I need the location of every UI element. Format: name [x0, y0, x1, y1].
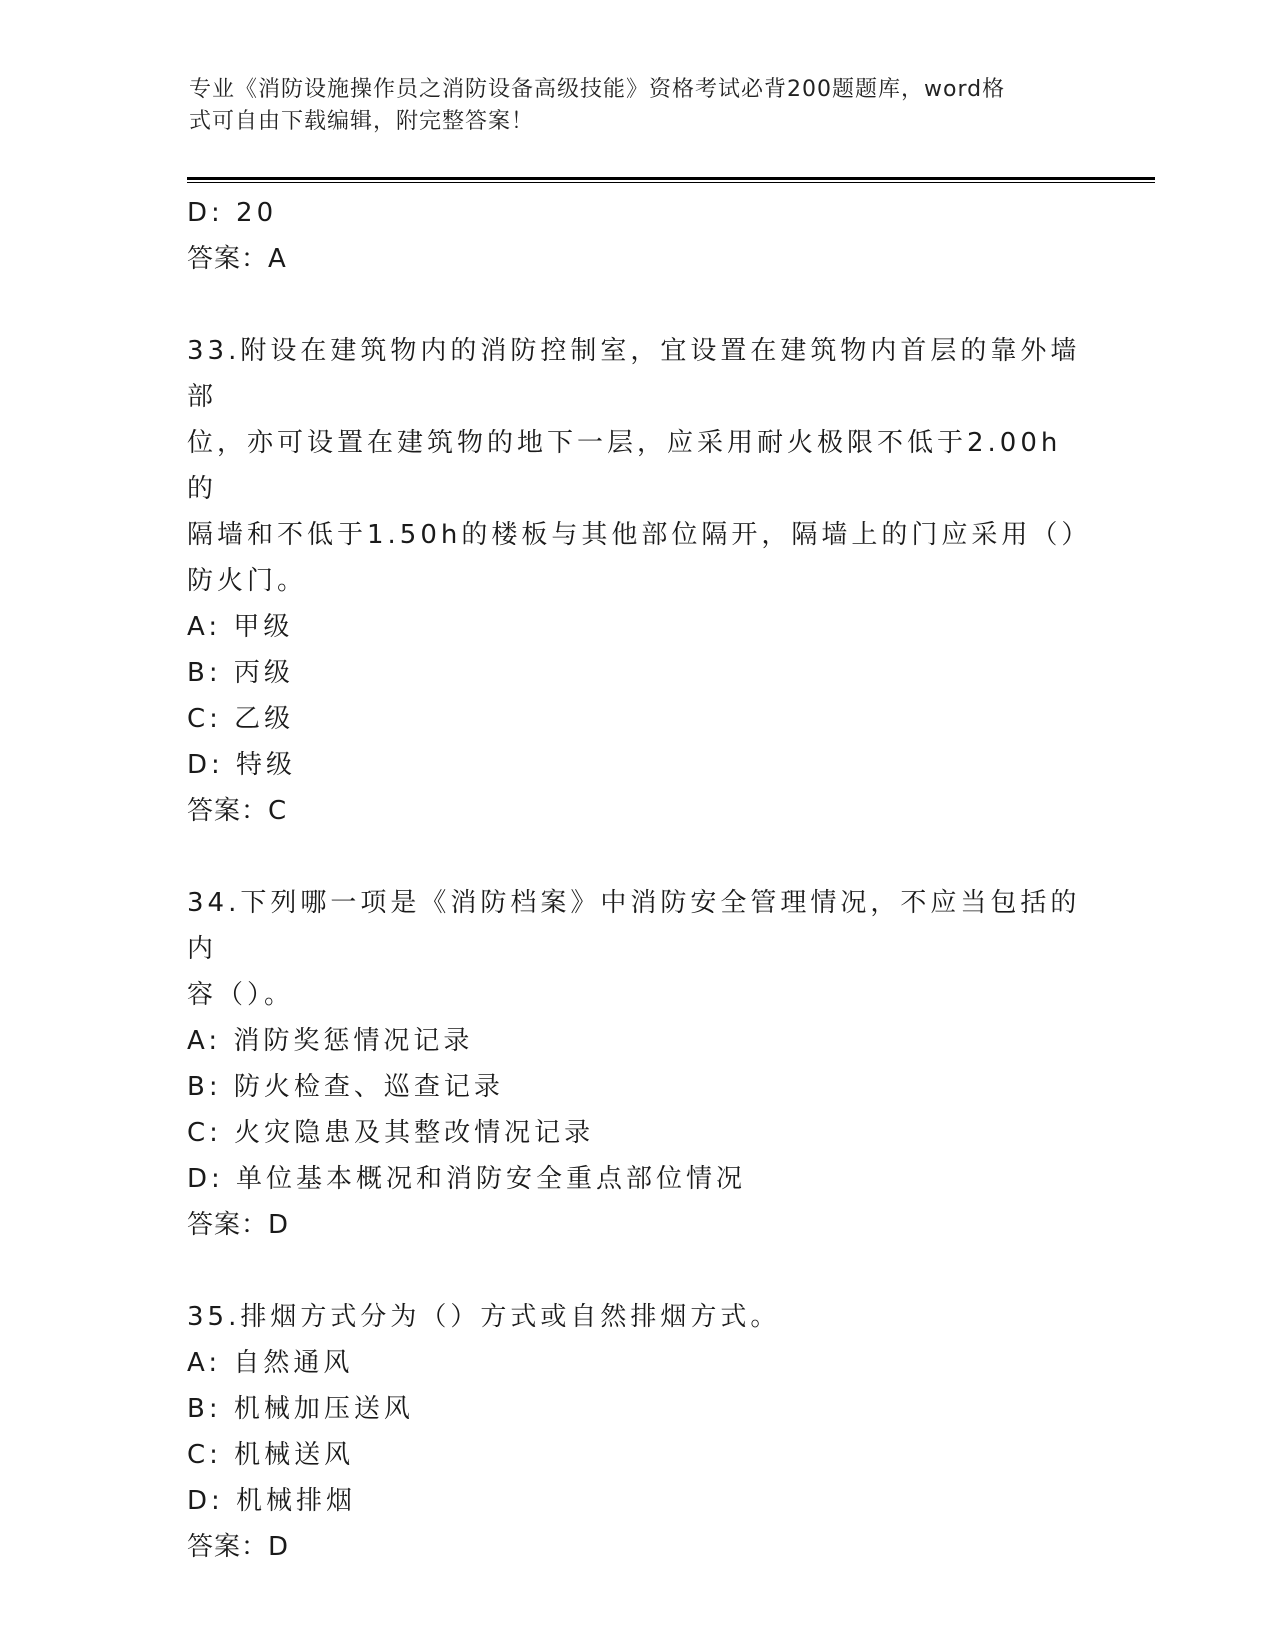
question-text-line: 33.附设在建筑物内的消防控制室，宜设置在建筑物内首层的靠外墙部 — [187, 336, 1081, 412]
header-divider-thin — [187, 182, 1155, 183]
question-text-line: 容（）。 — [187, 980, 295, 1010]
header-line-1: 专业《消防设施操作员之消防设备高级技能》资格考试必背200题题库，word格 — [189, 77, 1006, 102]
option-c: C: 火灾隐患及其整改情况记录 — [187, 1118, 595, 1148]
question-34 — [187, 880, 1087, 1248]
prev-option-d: D: 20 — [187, 198, 278, 228]
option-d: D: 特级 — [187, 750, 297, 780]
answer: 答案：D — [187, 1210, 290, 1240]
option-c: C: 乙级 — [187, 704, 295, 734]
question-text-line: 防火门。 — [187, 566, 308, 596]
question-text-line: 35.排烟方式分为（）方式或自然排烟方式。 — [187, 1302, 781, 1332]
option-b: B: 丙级 — [187, 658, 294, 688]
spacer — [187, 1248, 1087, 1294]
option-a: A: 消防奖惩情况记录 — [187, 1026, 474, 1056]
document-body — [187, 190, 1092, 1570]
question-text-line: 34.下列哪一项是《消防档案》中消防安全管理情况，不应当包括的内 — [187, 888, 1081, 964]
option-c: C: 机械送风 — [187, 1440, 355, 1470]
answer: 答案：D — [187, 1532, 290, 1562]
answer: 答案：C — [187, 796, 288, 826]
header-divider-thick — [187, 177, 1155, 180]
option-b: B: 防火检查、巡查记录 — [187, 1072, 504, 1102]
spacer — [187, 282, 1087, 328]
document-header — [189, 74, 1089, 138]
option-b: B: 机械加压送风 — [187, 1394, 414, 1424]
question-33 — [187, 328, 1092, 834]
question-35 — [187, 1294, 1087, 1570]
option-a: A: 自然通风 — [187, 1348, 354, 1378]
question-text-line: 位，亦可设置在建筑物的地下一层，应采用耐火极限不低于2.00h的 — [187, 428, 1062, 504]
option-d: D: 机械排烟 — [187, 1486, 357, 1516]
option-d: D: 单位基本概况和消防安全重点部位情况 — [187, 1164, 747, 1194]
spacer — [187, 834, 1087, 880]
question-text-line: 隔墙和不低于1.50h的楼板与其他部位隔开，隔墙上的门应采用（） — [187, 520, 1092, 550]
prev-answer: 答案：A — [187, 244, 287, 274]
header-line-2: 式可自由下载编辑，附完整答案！ — [189, 109, 535, 134]
option-a: A: 甲级 — [187, 612, 294, 642]
